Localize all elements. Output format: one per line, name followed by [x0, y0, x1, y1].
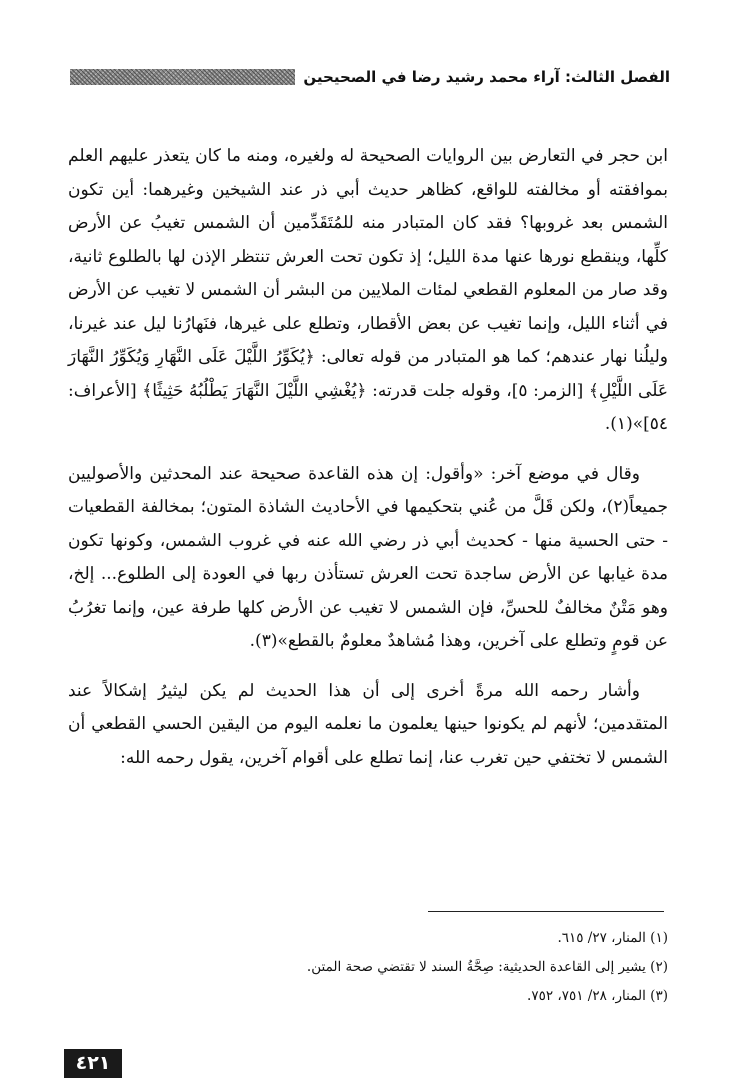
footnote-separator — [428, 911, 664, 912]
header-decorative-bar — [70, 69, 295, 85]
chapter-title: الفصل الثالث: آراء محمد رشيد رضا في الصحيحين — [303, 68, 670, 86]
paragraph-2: وقال في موضع آخر: «وأقول: إن هذه القاعدة صحيحة عند المحدثين والأصوليين جميعاً(٢)، ولكن قَلَّ من عُني بتحكيمها في الأحاديث الشاذة المتون؛ بمخالفة القطعيات - حتى الحسية منها - كحديث أبي ذر رضي الله عنه في غروب الشمس، وكونها تكون مدة غيابها عن الأرض ساجدة تحت العرش تستأذن ربها في العودة إلى الطلوع... إلخ، وهو مَتْنٌ مخالفٌ للحسِّ، فإن الشمس لا تغيب عن الأرض كلها طرفة عين، وإنما تغرُبُ عن قومٍ وتطلع على آخرين، وهذا مُشاهدٌ معلومٌ بالقطع»(٣). — [68, 463, 668, 651]
running-header — [70, 63, 670, 91]
page-number: ٤٢١ — [64, 1049, 122, 1078]
footnotes — [68, 924, 668, 1011]
footnote-2: (٢) يشير إلى القاعدة الحديثية: صِحَّةُ السند لا تقتضي صحة المتن. — [306, 959, 668, 975]
footnote-3: (٣) المنار، ٢٨/ ٧٥١، ٧٥٢. — [527, 988, 668, 1004]
main-text — [68, 140, 668, 775]
paragraph-1: ابن حجر في التعارض بين الروايات الصحيحة له ولغيره، ومنه ما كان يتعذر عليهم العلم بموافقته أو مخالفته للواقع، كظاهر حديث أبي ذر عند الشيخين وغيرهما: أين تكون الشمس بعد غروبها؟ فقد كان المتبادر منه للمُتَقَدِّمين أن الشمس تغيبُ عن الأرض كلِّها، وينقطع نورها عنها مدة الليل؛ إذ تكون تحت العرش تنتظر الإذن لها بالطلوع ثانية، وقد صار من المعلوم القطعي لمئات الملايين من البشر أن الشمس لا تغيب عن الأرض في أثناء الليل، وإنما تغيب عن بعض الأقطار، وتطلع على غيرها، فنَهارُنا ليل عند غيرنا، وليلُنا نهار عندهم؛ كما هو المتبادر من قوله تعالى: ﴿يُكَوِّرُ اللَّيْلَ عَلَى النَّهَارِ وَيُكَوِّرُ النَّهَارَ عَلَى اللَّيْلِ﴾ [الزمر: ٥]، وقوله جلت قدرته: ﴿يُغْشِي اللَّيْلَ النَّهَارَ يَطْلُبُهُ حَثِيثًا﴾ [الأعراف: ٥٤]»(١). — [68, 146, 668, 434]
footnote-1: (١) المنار، ٢٧/ ٦١٥. — [557, 930, 668, 946]
paragraph-3: وأشار رحمه الله مرةً أخرى إلى أن هذا الحديث لم يكن ليثيرُ إشكالاً عند المتقدمين؛ لأنهم لم يكونوا حينها يعلمون ما نعلمه اليوم من اليقين الحسي القطعي أن الشمس لا تختفي حين تغرب عنا، إنما تطلع على أقوام آخرين، يقول رحمه الله: — [68, 680, 668, 768]
